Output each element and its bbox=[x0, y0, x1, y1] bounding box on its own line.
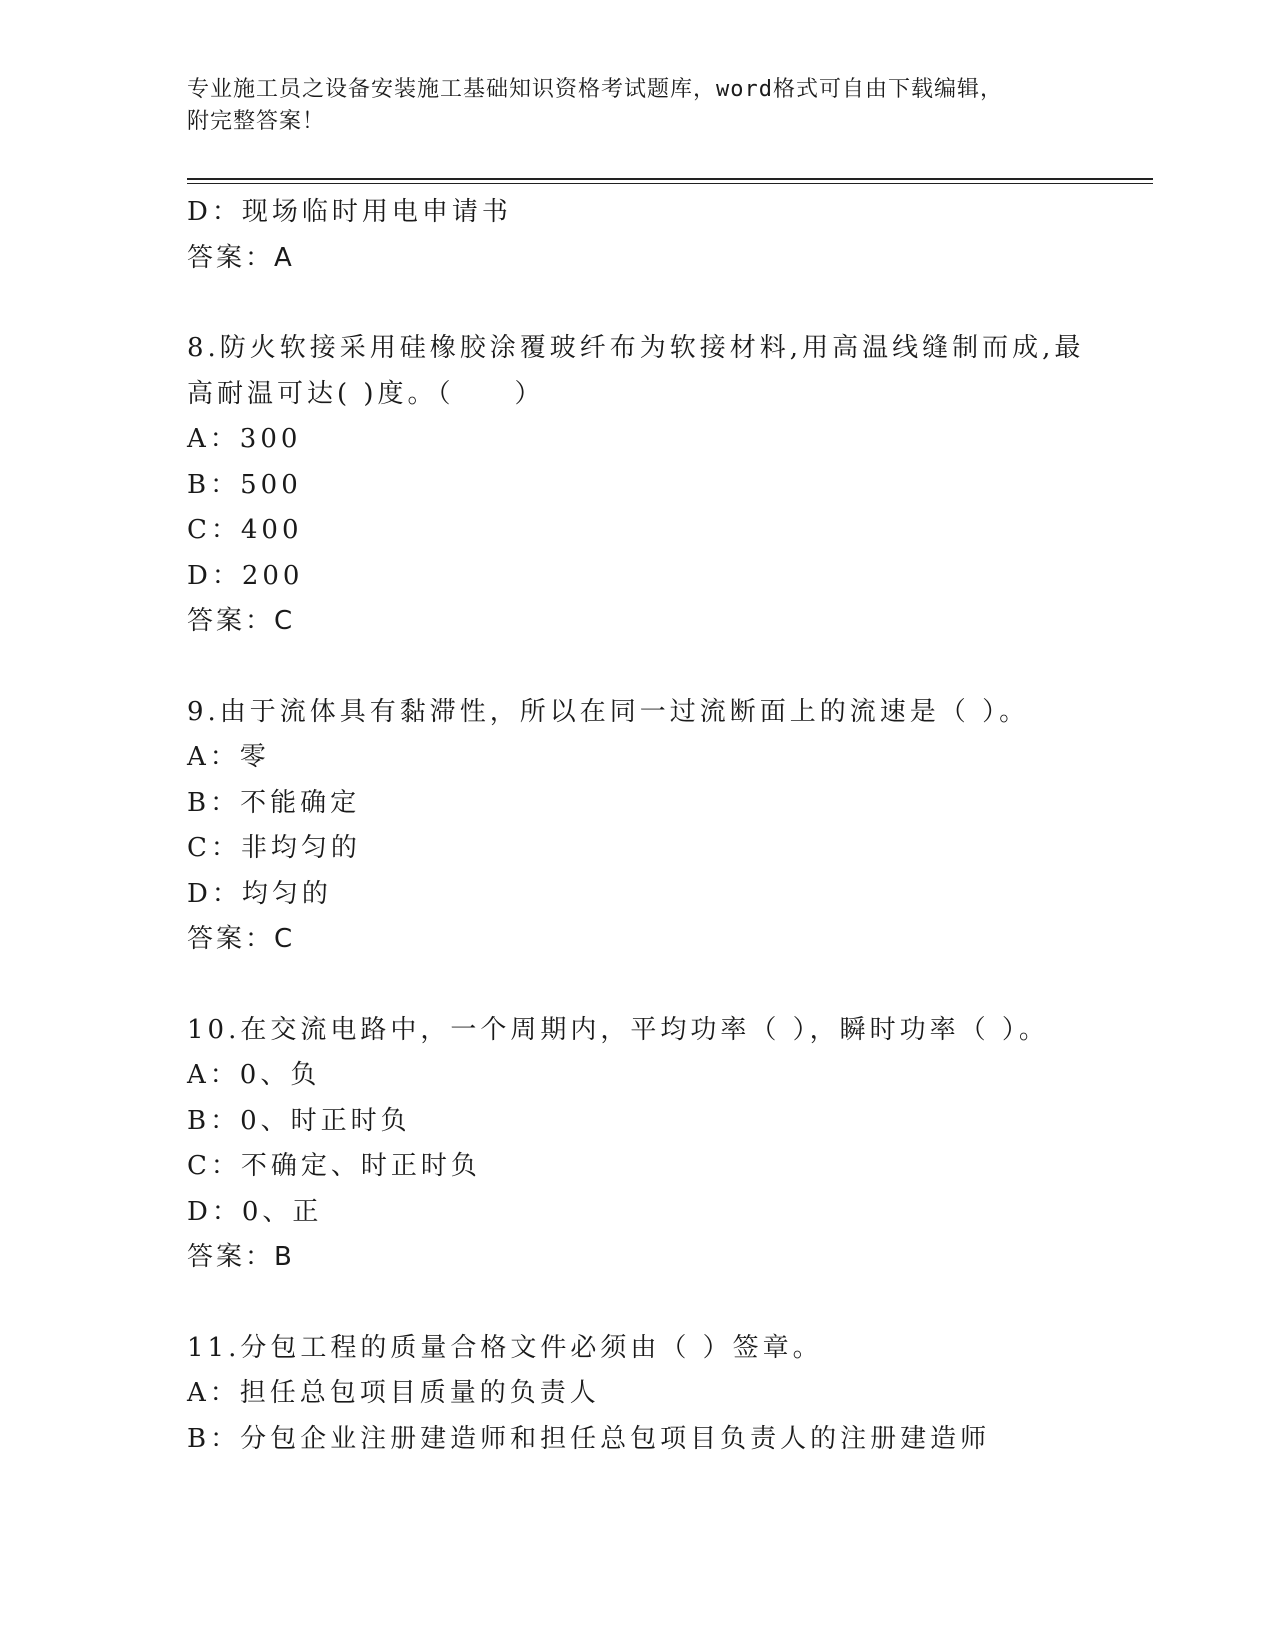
option-c: C：非均匀的 bbox=[187, 833, 361, 863]
header-line-2: 附完整答案！ bbox=[187, 109, 326, 134]
question-10 bbox=[187, 1008, 1127, 1281]
question-text-line-1: 8.防火软接采用硅橡胶涂覆玻纤布为软接材料,用高温线缝制而成,最 bbox=[187, 333, 1085, 363]
question-8 bbox=[187, 326, 1127, 645]
option-a: A：担任总包项目质量的负责人 bbox=[187, 1378, 600, 1408]
option-b: B：分包企业注册建造师和担任总包项目负责人的注册建造师 bbox=[187, 1423, 991, 1454]
option-b: B：500 bbox=[187, 469, 302, 500]
option-a: A：0、负 bbox=[187, 1060, 321, 1090]
option-b: B：0、时正时负 bbox=[187, 1105, 411, 1136]
option-c: C：400 bbox=[187, 515, 303, 545]
answer: 答案：B bbox=[187, 1242, 295, 1272]
question-text-line-1: 11.分包工程的质量合格文件必须由（ ）签章。 bbox=[187, 1332, 823, 1363]
option-c: C：不确定、时正时负 bbox=[187, 1151, 481, 1181]
question-text-line-2: 高耐温可达( )度。（ ） bbox=[187, 378, 545, 409]
question-11 bbox=[187, 1326, 1127, 1463]
option-a: A：零 bbox=[187, 742, 270, 772]
spacer bbox=[187, 963, 1127, 1008]
question-list bbox=[187, 190, 1127, 1462]
prev-option-d: D：现场临时用电申请书 bbox=[187, 197, 512, 227]
answer: 答案：C bbox=[187, 924, 296, 954]
question-text-line-1: 10.在交流电路中，一个周期内，平均功率（ ），瞬时功率（ ）。 bbox=[187, 1014, 1049, 1045]
prev-answer: 答案：A bbox=[187, 242, 295, 273]
spacer bbox=[187, 281, 1127, 326]
spacer bbox=[187, 645, 1127, 690]
option-b: B：不能确定 bbox=[187, 787, 361, 818]
header-divider bbox=[187, 178, 1153, 180]
option-d: D：200 bbox=[187, 560, 304, 591]
question-text-line-1: 9.由于流体具有黏滞性，所以在同一过流断面上的流速是（ ）。 bbox=[187, 696, 1030, 727]
question-9 bbox=[187, 690, 1127, 963]
header-line-1: 专业施工员之设备安装施工基础知识资格考试题库，word格式可自由下载编辑， bbox=[187, 77, 1003, 102]
option-d: D：均匀的 bbox=[187, 878, 332, 909]
answer: 答案：C bbox=[187, 606, 296, 636]
spacer bbox=[187, 1281, 1127, 1326]
header-divider-thin bbox=[187, 183, 1153, 184]
option-a: A：300 bbox=[187, 424, 302, 454]
option-d: D：0、正 bbox=[187, 1196, 323, 1227]
document-header bbox=[187, 74, 1087, 138]
